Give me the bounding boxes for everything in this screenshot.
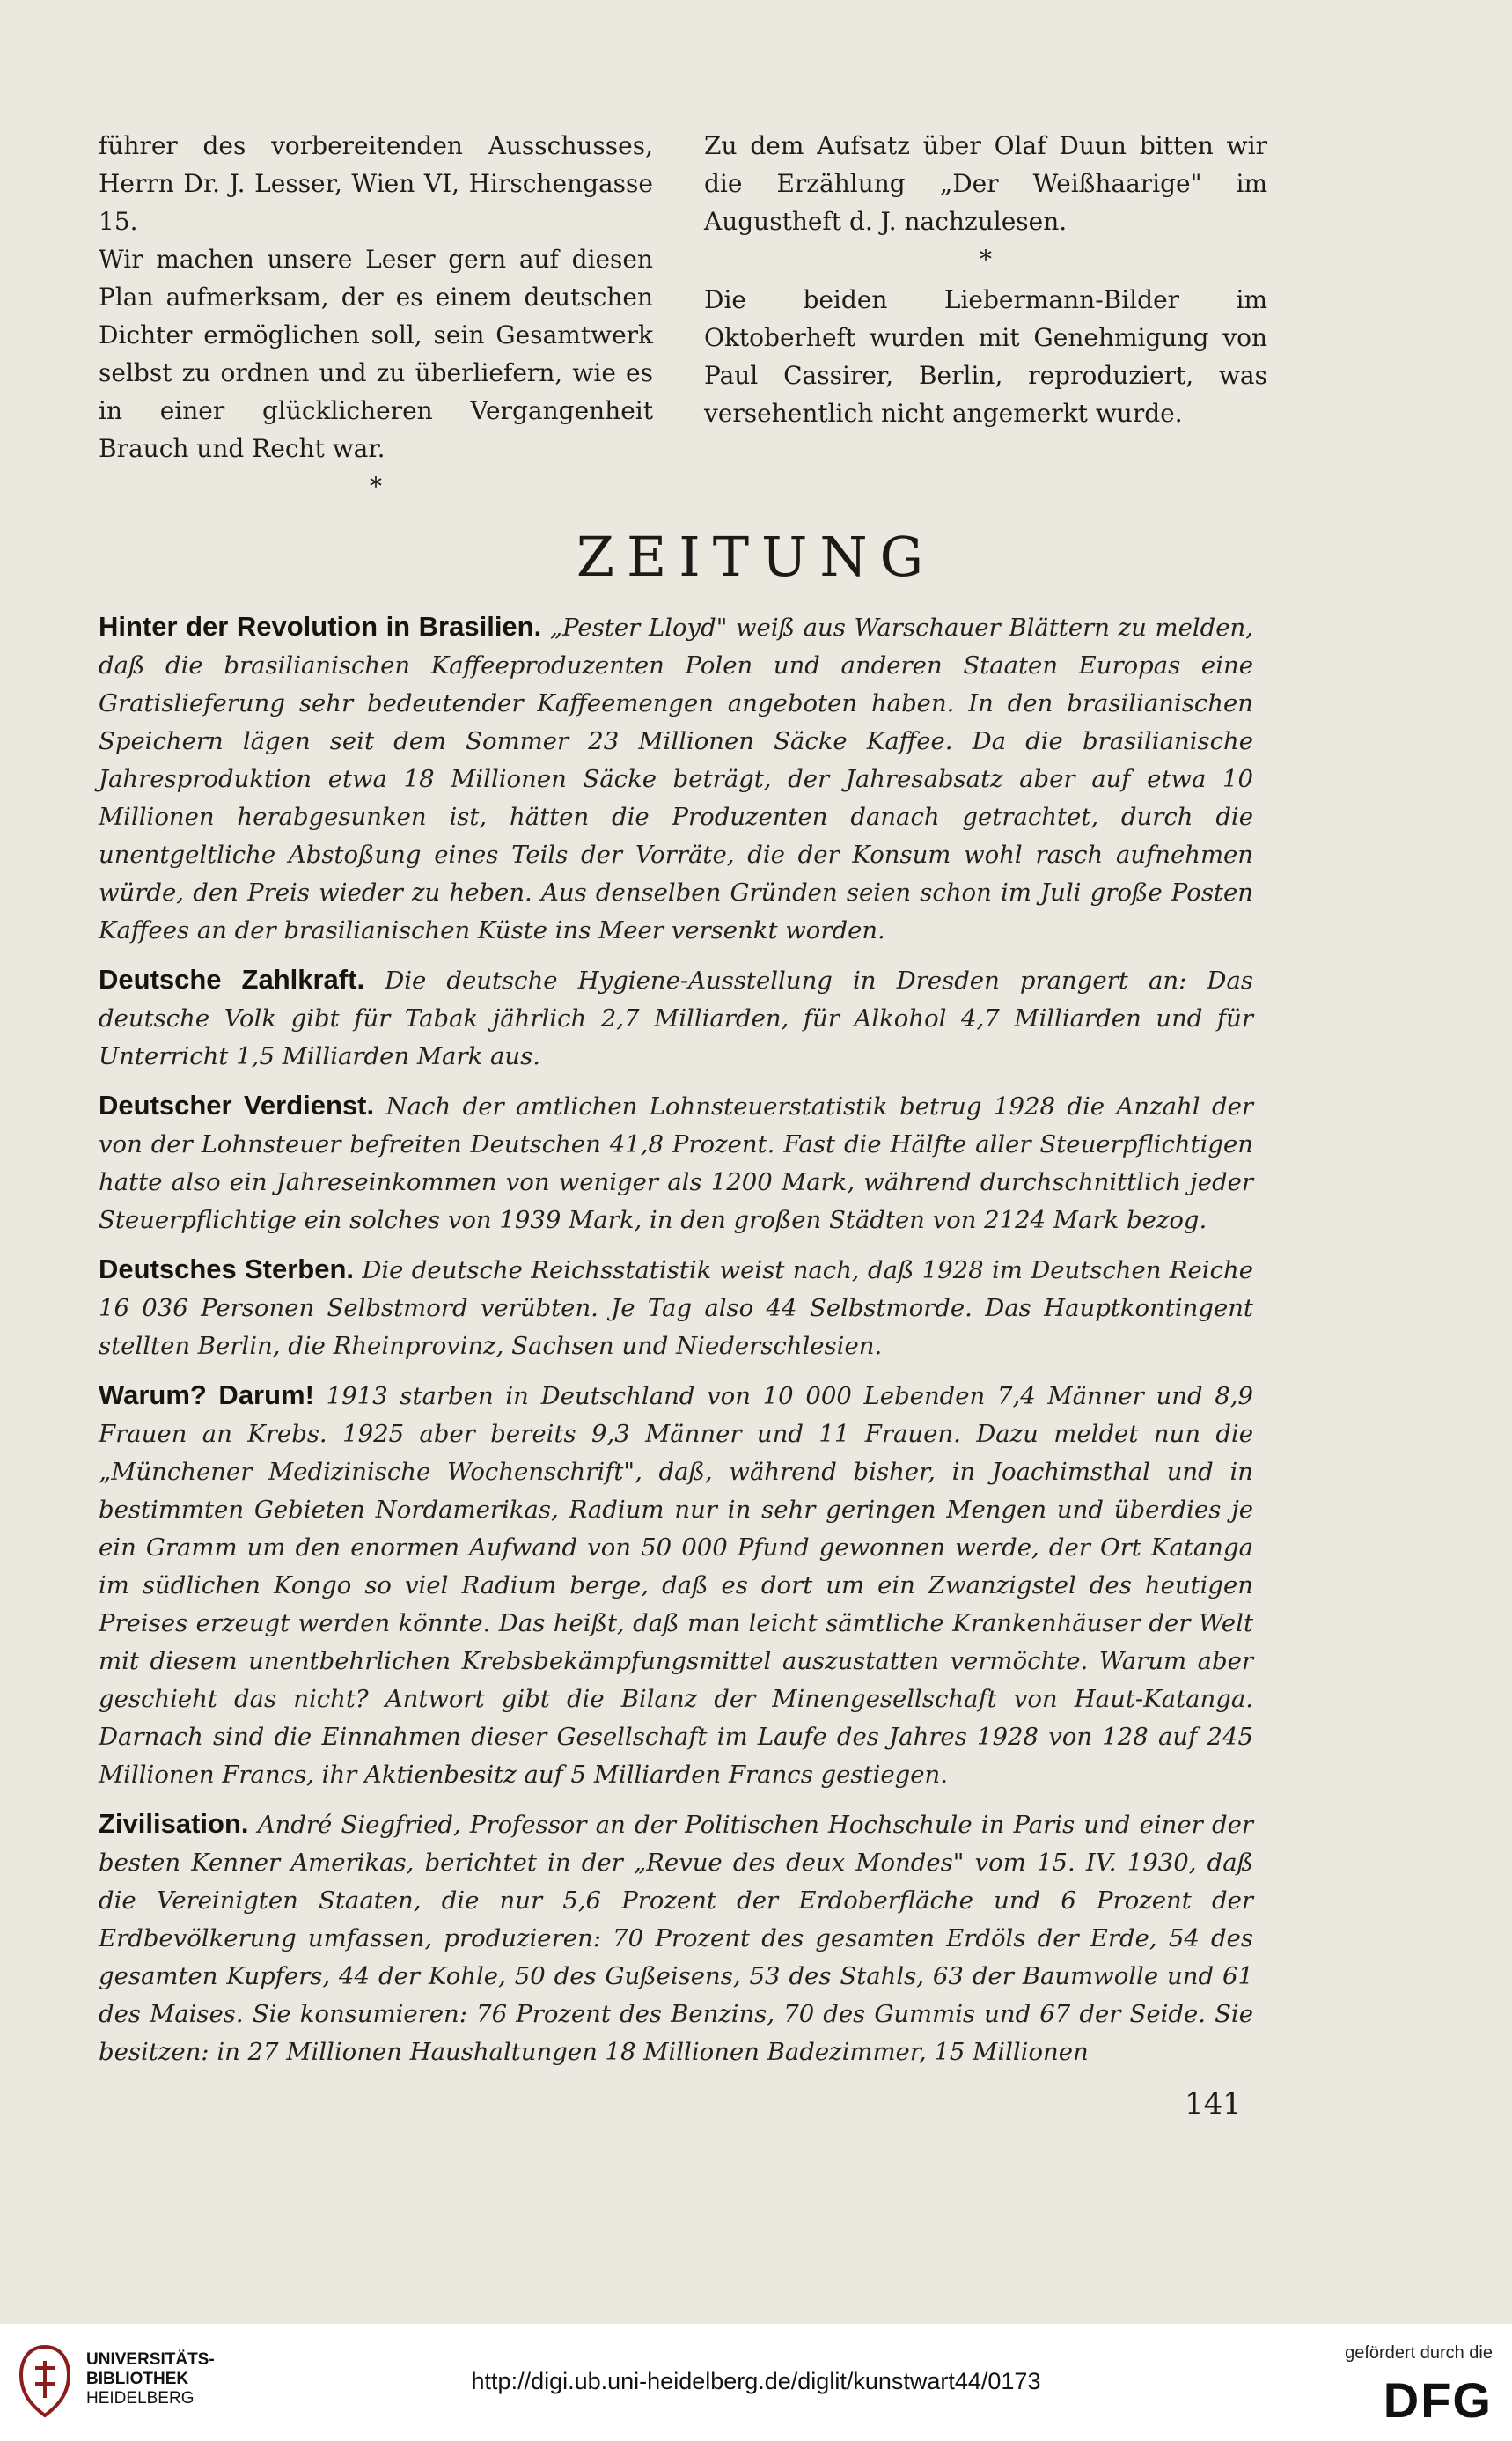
article — [99, 1376, 1253, 1794]
library-line-3: HEIDELBERG — [86, 2389, 195, 2408]
left-paragraph-1: führer des vorbereitenden Ausschusses, Herrn Dr. J. Lesser, Wien VI, Hirschengasse 15. — [99, 131, 653, 236]
article-heading: Hinter der Revolution in Brasilien. — [99, 611, 542, 642]
article-heading: Deutsche Zahlkraft. — [99, 964, 365, 995]
page-number: 141 — [1185, 2086, 1242, 2121]
article — [99, 1805, 1253, 2071]
dfg-logo: DFG — [1383, 2372, 1493, 2428]
digitization-footer — [0, 2324, 1512, 2441]
left-paragraph-2: Wir machen unsere Leser gern auf diesen Plan aufmerksam, der es einem deutschen Dichter ermöglichen soll, sein Gesamtwerk selbst zu ordnen und zu überliefern, wie es in einer glücklicheren Vergangenheit Brauch und Recht war. — [99, 245, 653, 463]
left-separator-star: * — [370, 472, 382, 501]
article-text: „Pester Lloyd" weiß aus Warschauer Blättern zu melden, daß die brasilianischen Kaffeeproduzenten Polen und anderen Staaten Europas eine Gratislieferung sehr bedeutender Kaffeemengen angeboten haben. In den brasilianischen Speichern lägen seit dem Sommer 23 Millionen Säcke Kaffee. Da die brasilianische Jahresproduktion etwa 18 Millionen Säcke beträgt, der Jahresabsatz aber auf etwa 10 Millionen herabgesunken ist, hätten die Produzenten danach getrachtet, durch die unentgeltliche Abstoßung eines Teils der Vorräte, die der Konsum wohl rasch aufnehmen würde, den Preis wieder zu heben. Aus denselben Gründen seien schon im Juli große Posten Kaffees an der brasilianischen Küste ins Meer versenkt worden. — [99, 614, 1254, 945]
right-paragraph-2: Die beiden Liebermann-Bilder im Oktoberheft wurden mit Genehmigung von Paul Cassirer, Berlin, reproduziert, was versehentlich nicht angemerkt wurde. — [704, 285, 1267, 428]
article — [99, 1086, 1253, 1239]
right-paragraph-1: Zu dem Aufsatz über Olaf Duun bitten wir die Erzählung „Der Weißhaarige" im Augustheft d. J. nachzulesen. — [704, 131, 1267, 236]
right-separator-star: * — [980, 245, 992, 274]
article-text: Die deutsche Hygiene-Ausstellung in Dresden prangert an: Das deutsche Volk gibt für Tabak jährlich 2,7 Milliarden, für Alkohol 4,7 Milliarden und für Unterricht 1,5 Milliarden Mark aus. — [99, 967, 1253, 1070]
sponsor-label: gefördert durch die — [1345, 2343, 1493, 2363]
library-line-1: UNIVERSITÄTS- — [86, 2350, 215, 2369]
article-heading: Deutscher Verdienst. — [99, 1090, 375, 1121]
article-text: André Siegfried, Professor an der Politischen Hochschule in Paris und einer der besten Kenner Amerikas, berichtet in der „Revue des deux Mondes" vom 15. IV. 1930, daß die Vereinigten Staaten, die nur 5,6 Prozent der Erdoberfläche und 6 Prozent der Erdbevölkerung umfassen, produzieren: 70 Prozent des gesamten Erdöls der Erde, 54 des gesamten Kupfers, 44 der Kohle, 50 des Gußeisens, 53 des Stahls, 63 der Baumwolle und 61 des Maises. Sie konsumieren: 76 Prozent des Benzins, 70 des Gummis und 67 der Seide. Sie besitzen: in 27 Millionen Haushaltungen 18 Millionen Badezimmer, 15 Millionen — [99, 1811, 1253, 2066]
article-heading: Deutsches Sterben. — [99, 1254, 355, 1284]
article-text: Die deutsche Reichsstatistik weist nach, daß 1928 im Deutschen Reiche 16 036 Personen Selbstmord verübten. Je Tag also 44 Selbstmorde. Das Hauptkontingent stellten Berlin, die Rheinprovinz, Sachsen und Niederschlesien. — [99, 1256, 1253, 1360]
article-text: 1913 starben in Deutschland von 10 000 Lebenden 7,4 Männer und 8,9 Frauen an Krebs. 1925 aber bereits 9,3 Männer und 11 Frauen. Dazu meldet nun die „Münchener Medizinische Wochenschrift", daß, während bisher, in Joachimsthal und in bestimmten Gebieten Nordamerikas, Radium nur in sehr geringen Mengen und überdies je ein Gramm um den enormen Aufwand von 50 000 Pfund gewonnen werde, der Ort Katanga im südlichen Kongo so viel Radium berge, daß es dort um ein Zwanzigstel des heutigen Preises erzeugt werden könnte. Das heißt, daß man leicht sämtliche Krankenhäuser der Welt mit diesem unentbehrlichen Krebsbekämpfungsmittel auszustatten vermöchte. Warum aber geschieht das nicht? Antwort gibt die Bilanz der Minengesellschaft von Haut-Katanga. Darnach sind die Einnahmen dieser Gesellschaft im Laufe des Jahres 1928 von 128 auf 245 Millionen Francs, ihr Aktienbesitz auf 5 Milliarden Francs gestiegen. — [99, 1382, 1253, 1789]
article-text: Nach der amtlichen Lohnsteuerstatistik betrug 1928 die Anzahl der von der Lohnsteuer befreiten Deutschen 41,8 Prozent. Fast die Hälfte aller Steuerpflichtigen hatte also ein Jahreseinkommen von weniger als 1200 Mark, während durchschnittlich jeder Steuerpflichtige ein solches von 1939 Mark, in den großen Städten von 2124 Mark bezog. — [99, 1092, 1253, 1234]
right-column — [704, 127, 1267, 432]
article — [99, 960, 1253, 1076]
article-heading: Warum? Darum! — [99, 1379, 314, 1410]
article-heading: Zivilisation. — [99, 1808, 249, 1839]
section-title: ZEITUNG — [576, 525, 936, 589]
article — [99, 607, 1253, 950]
left-column — [99, 127, 653, 508]
news-articles — [99, 607, 1253, 2082]
article — [99, 1250, 1253, 1365]
source-url-link[interactable]: http://digi.ub.uni-heidelberg.de/diglit/kunstwart44/0173 — [471, 2368, 1041, 2394]
library-line-2: BIBLIOTHEK — [86, 2370, 189, 2388]
